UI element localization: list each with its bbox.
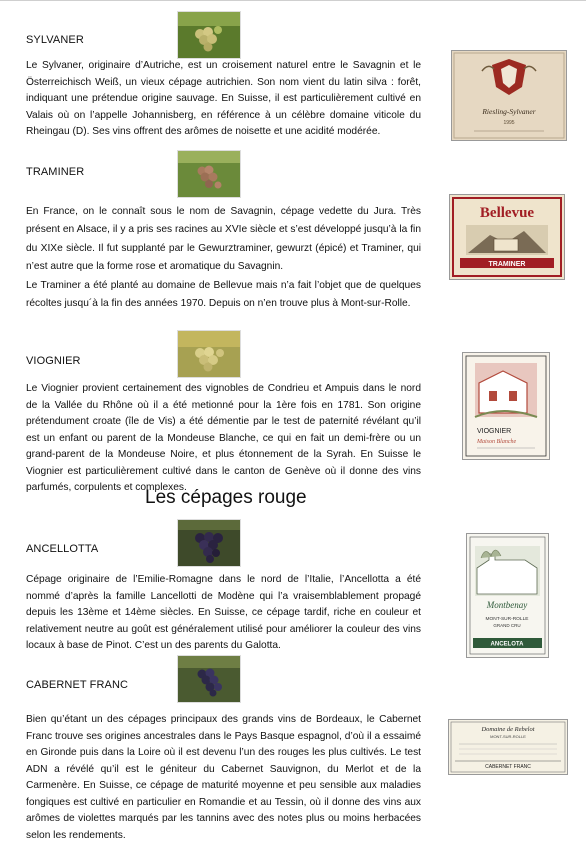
viognier-title: VIOGNIER bbox=[26, 355, 81, 367]
viognier-description: Le Viognier provient certainement des vignobles de Condrieu et Ampuis dans le nord de la Vallée du Rhône où il a été metionné pour la 1ère fois en 1781. Son origine prétendument croate (île de Vis) a été démentie par le test de paternité révélant qu’il est un enfant ou parent de la Mondeuse Blanche, ce qui en fait un demi-frère ou un grand-parent de la Mondeuse Noire, et plus étonnement de la Syrah. En Suisse le Viognier est particulièrement cultivé dans le canton de Genève où il donne des vins parfumés, corpulents et complexes. bbox=[26, 383, 421, 493]
sylvaner-title: SYLVANER bbox=[26, 34, 84, 46]
traminer-label-name: TRAMINER bbox=[488, 261, 526, 268]
traminer-label-brand: Bellevue bbox=[479, 205, 535, 221]
traminer-wine-label bbox=[449, 194, 565, 280]
ancellotta-title: ANCELLOTTA bbox=[26, 543, 99, 555]
cabernet-franc-title: CABERNET FRANC bbox=[26, 679, 129, 691]
viognier-grape-photo bbox=[177, 330, 241, 378]
sylvaner-label-year: 1995 bbox=[503, 120, 515, 126]
cabernet-franc-description: Bien qu’étant un des cépages principaux des grands vins de Bordeaux, le Cabernet Franc trouve ses origines ancestrales dans le Pays Basque espagnol, d’où il a essaimé en Gironde puis dans la Loire où il est devenu l’un des rouges les plus cultivés. Le test ADN a révélé qu’il est le géniteur du Cabernet Sauvignon, du Merlot et de la Carmenère. En Suisse, ce cépage de maturité moyenne et peu sensible aux maladies fongiques est cultivé en particulier en Romandie et au Tessin, où il donne des vins aux arômes de violettes marqués par les tannins avec des notes plus ou moins herbacées selon les rendements. bbox=[26, 714, 421, 841]
cabernet-franc-label-place: MONT-SUR-ROLLE bbox=[490, 734, 526, 739]
ancellotta-grape-photo bbox=[177, 519, 241, 567]
section-heading: Les cépages rouge bbox=[145, 487, 307, 508]
ancellotta-label-cru: GRAND CRU bbox=[493, 623, 521, 628]
viognier-label-brand: Maison Blanche bbox=[477, 439, 517, 445]
viognier-label-name: VIOGNIER bbox=[477, 428, 512, 435]
ancellotta-wine-label bbox=[466, 533, 549, 658]
sylvaner-label-name: Riesling-Sylvaner bbox=[482, 107, 536, 116]
cabernet-franc-label-brand: Domaine de Rebelot bbox=[481, 726, 535, 733]
ancellotta-description: Cépage originaire de l’Emilie-Romagne dans le nord de l’Italie, l’Ancellotta a été nommé d’après la famille Lancellotti de Modène qui l’a vraisemblablement propagé depuis les 13ème et 14ème siècles. En Suisse, ce cépage tardif, riche en couleur et relativement neutre au goût est généralement utilisé pour améliorer la couleur des vins locaux à base de Pinot. C’est un des parents du Galotta. bbox=[26, 574, 421, 651]
traminer-grape-photo bbox=[177, 150, 241, 198]
ancellotta-label-brand: Montbenay bbox=[486, 600, 528, 610]
viognier-wine-label bbox=[462, 352, 550, 460]
sylvaner-wine-label bbox=[451, 50, 567, 141]
cabernet-franc-label-name: CABERNET FRANC bbox=[485, 764, 531, 770]
cabernet-franc-grape-photo bbox=[177, 655, 241, 703]
sylvaner-grape-photo bbox=[177, 11, 241, 59]
cabernet-franc-wine-label bbox=[448, 719, 568, 775]
traminer-description: En France, on le connaît sous le nom de Savagnin, cépage vedette du Jura. Très présent en Alsace, il y a pris ses racines au XVIe siècle et s’est développé jusqu’à la fin du XIXe siècle. Il fut supplanté par le Gewurztraminer, gewurzt (épicé) et Traminer, qui n’est autre que la forme rose et aromatique du Savagnin. Le Traminer a été planté au domaine de Bellevue mais n’a fait l’objet que de quelques récoltes jusqu´à la fin des années 1970. Depuis on n’en trouve plus à Mont-sur-Rolle. bbox=[26, 206, 421, 310]
sylvaner-description: Le Sylvaner, originaire d’Autriche, est un croisement naturel entre le Savagnin et le Österreichisch Weiß, un vieux cépage autrichien. Son nom vient du latin silva : forêt, indiquant une prétendue origine sauvage. En Suisse, il est particulièrement cultivé en Valais où on l’appelle Johannisberg, en référence à un célèbre domaine viticole du Rheingau (D). Ses vins offrent des arômes de noisette et une acidité modérée. bbox=[26, 60, 421, 137]
ancellotta-label-name: ANCELOTA bbox=[490, 641, 524, 648]
traminer-title: TRAMINER bbox=[26, 166, 85, 178]
top-rule bbox=[0, 0, 586, 1]
ancellotta-label-place: MONT-SUR-ROLLE bbox=[485, 617, 529, 622]
